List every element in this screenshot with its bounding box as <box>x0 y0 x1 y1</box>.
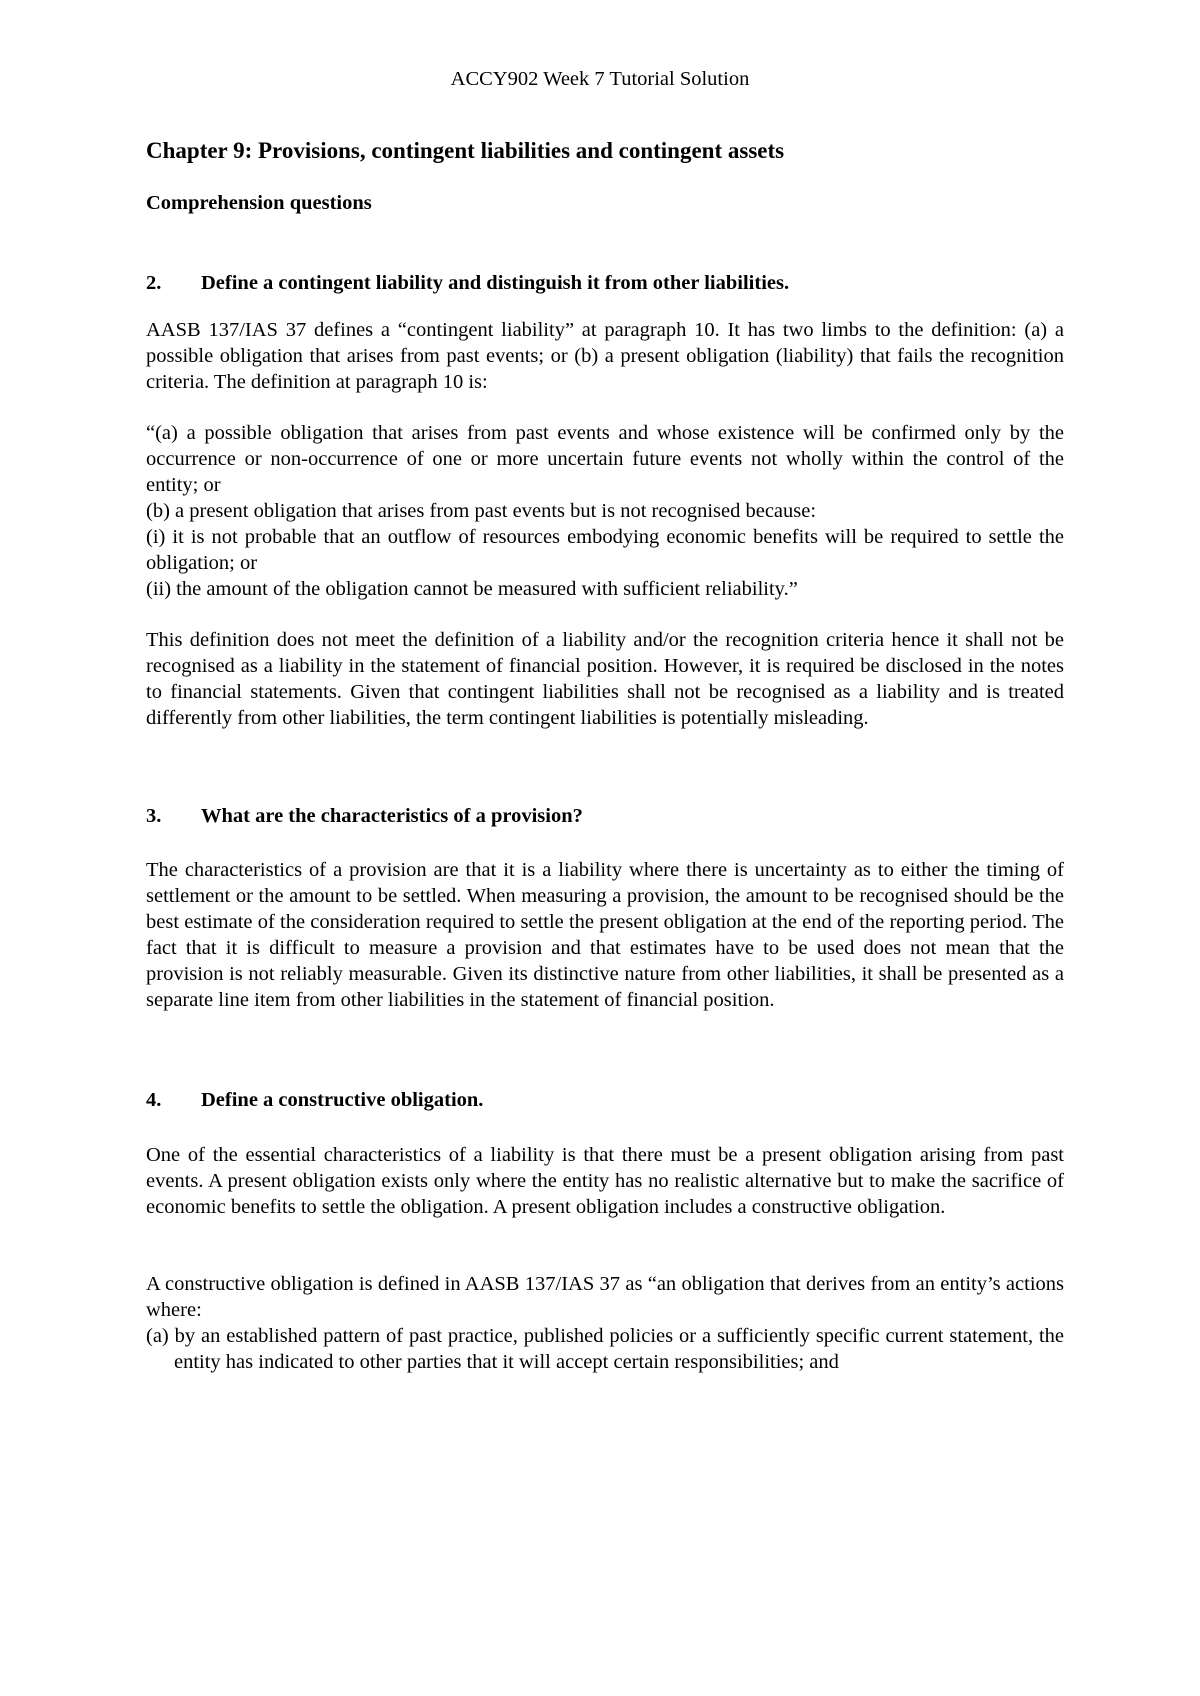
question-2-heading <box>146 272 789 295</box>
q4-paragraph-2: A constructive obligation is defined in AASB 137/IAS 37 as “an obligation that derives from an entity’s actions where: <box>146 1273 1064 1321</box>
question-text: Define a constructive obligation. <box>201 1089 484 1111</box>
section-title: Comprehension questions <box>146 192 372 214</box>
q2-quote-i: (i) it is not probable that an outflow of resources embodying economic benefits will be required to settle the obligation; or <box>146 526 1064 574</box>
q2-paragraph-2: This definition does not meet the definition of a liability and/or the recognition criteria hence it shall not be recognised as a liability in the statement of financial position. However, it is required be disclosed in the notes to financial statements. Given that contingent liabilities shall not be recognised as a liability and is treated differently from other liabilities, the term contingent liabilities is potentially misleading. <box>146 629 1064 729</box>
question-number: 3. <box>146 805 162 827</box>
question-3-heading <box>146 805 583 828</box>
q2-quote-ii: (ii) the amount of the obligation cannot be measured with sufficient reliability.” <box>146 578 798 600</box>
question-text: What are the characteristics of a provision? <box>201 805 583 827</box>
question-number: 4. <box>146 1089 162 1111</box>
q3-paragraph-1: The characteristics of a provision are that it is a liability where there is uncertainty as to either the timing of settlement or the amount to be settled. When measuring a provision, the amount to be recognised should be the best estimate of the consideration required to settle the present obligation at the end of the reporting period. The fact that it is difficult to measure a provision and that estimates have to be used does not mean that the provision is not reliably measurable. Given its distinctive nature from other liabilities, it shall be presented as a separate line item from other liabilities in the statement of financial position. <box>146 859 1064 1011</box>
q4-item-a: (a) by an established pattern of past practice, published policies or a sufficiently specific current statement, the entity has indicated to other parties that it will accept certain responsibilities; and <box>146 1325 1064 1373</box>
q2-paragraph-1: AASB 137/IAS 37 defines a “contingent liability” at paragraph 10. It has two limbs to the definition: (a) a possible obligation that arises from past events; or (b) a present obligation (liability) that fails the recognition criteria. The definition at paragraph 10 is: <box>146 319 1064 393</box>
question-4-heading <box>146 1089 483 1112</box>
q4-paragraph-1: One of the essential characteristics of a liability is that there must be a present obligation arising from past events. A present obligation exists only where the entity has no realistic alternative but to make the sacrifice of economic benefits to settle the obligation. A present obligation includes a constructive obligation. <box>146 1144 1064 1218</box>
q2-quote-b: (b) a present obligation that arises from past events but is not recognised because: <box>146 500 817 522</box>
q2-quote-a: “(a) a possible obligation that arises from past events and whose existence will be confirmed only by the occurrence or non-occurrence of one or more uncertain future events not wholly within the control of the entity; or <box>146 422 1064 496</box>
page-header: ACCY902 Week 7 Tutorial Solution <box>450 68 750 90</box>
question-text: Define a contingent liability and distinguish it from other liabilities. <box>201 272 790 294</box>
chapter-title: Chapter 9: Provisions, contingent liabilities and contingent assets <box>146 138 785 163</box>
question-number: 2. <box>146 272 162 294</box>
